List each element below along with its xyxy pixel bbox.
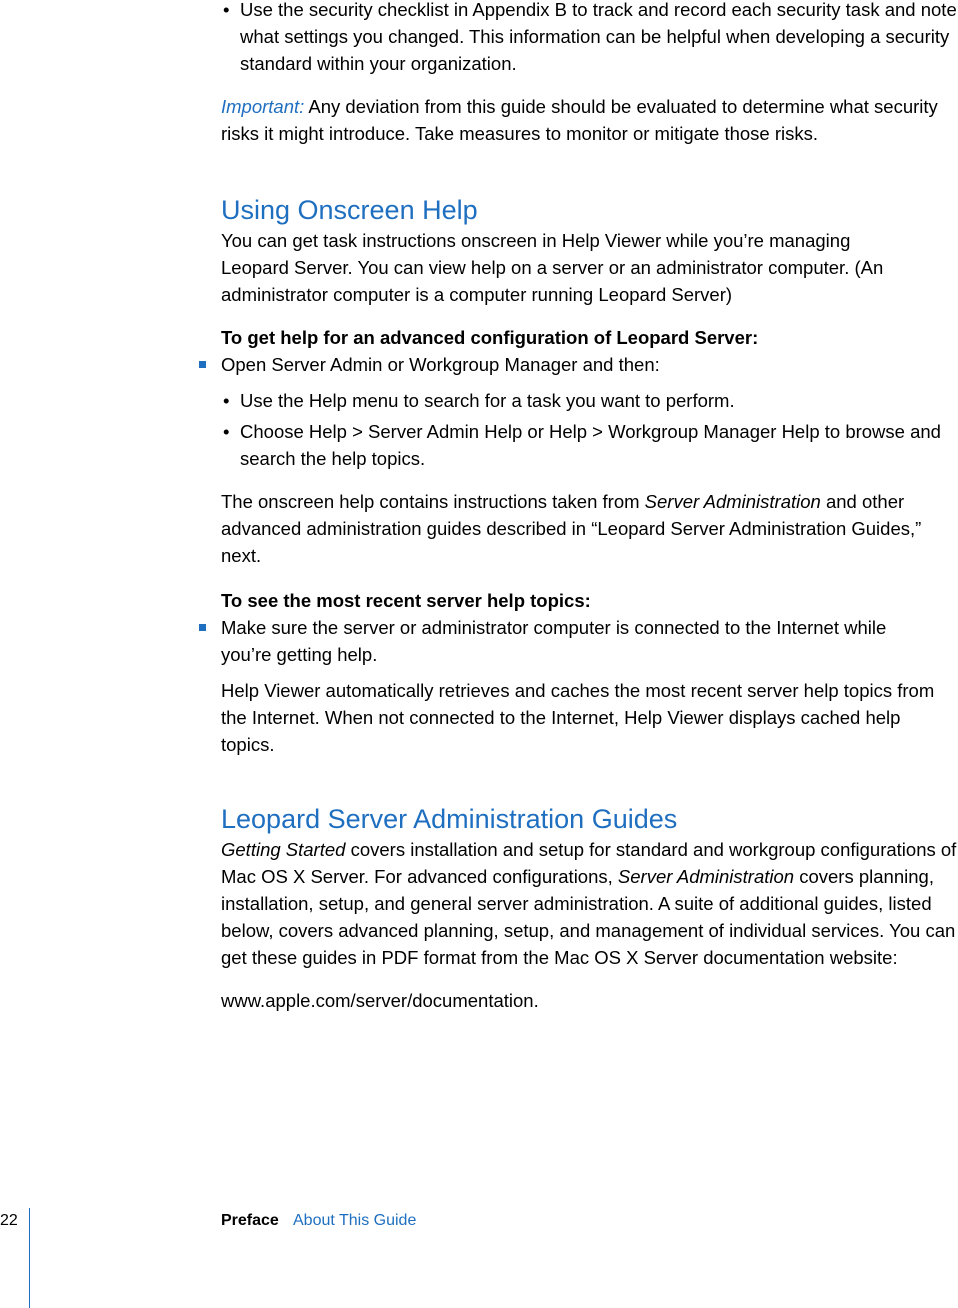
footer-chapter-title: About This Guide bbox=[293, 1212, 417, 1229]
task-heading-recent-topics: To see the most recent server help topics: bbox=[221, 590, 591, 611]
list-item bbox=[221, 418, 950, 472]
square-bullet-icon bbox=[199, 361, 206, 368]
task-step-text: Make sure the server or administrator computer is connected to the Internet while you’re getting help. bbox=[221, 617, 887, 665]
book-title: Server Administration bbox=[617, 866, 795, 887]
footer-section-label: Preface bbox=[221, 1212, 279, 1229]
list-item bbox=[221, 387, 958, 414]
task-heading-advanced-config: To get help for an advanced configuration of Leopard Server: bbox=[221, 327, 759, 348]
book-title: Server Administration bbox=[644, 491, 821, 512]
bullet-icon: • bbox=[223, 390, 230, 411]
page-footer bbox=[0, 1209, 958, 1233]
onscreen-help-intro: You can get task instructions onscreen in Help Viewer while you’re managing Leopard Server. You can view help on a server or an administrator computer. (An administrator computer is a computer running Leopard Server) bbox=[221, 230, 884, 305]
admin-guides-paragraph bbox=[221, 836, 958, 971]
help-viewer-paragraph: Help Viewer automatically retrieves and caches the most recent server help topics from the Internet. When not connected to the Internet, Help Viewer displays cached help topics. bbox=[221, 680, 935, 755]
paragraph-text: The onscreen help contains instructions taken from bbox=[221, 491, 645, 512]
important-note bbox=[221, 93, 941, 147]
bullet-icon: • bbox=[223, 421, 230, 442]
list-item-text: Use the security checklist in Appendix B to track and record each security task and note what settings you changed. This information can be helpful when developing a security standard within your organization. bbox=[240, 0, 957, 74]
square-bullet-icon bbox=[199, 624, 206, 631]
list-item bbox=[221, 0, 958, 77]
documentation-url[interactable]: www.apple.com/server/documentation. bbox=[221, 990, 539, 1011]
bullet-icon: • bbox=[223, 0, 230, 20]
page-number: 22 bbox=[0, 1212, 18, 1229]
important-text: Any deviation from this guide should be evaluated to determine what security risks it might introduce. Take measures to monitor or mitigate those risks. bbox=[221, 96, 938, 144]
important-label: Important: bbox=[221, 96, 305, 117]
task-step-text: Open Server Admin or Workgroup Manager and then: bbox=[221, 354, 660, 375]
section-heading-onscreen-help: Using Onscreen Help bbox=[221, 195, 478, 225]
task-step bbox=[221, 614, 921, 668]
paragraph-text: covers installation and setup for standard and workgroup configurations of Mac OS X Server. For advanced configurations, bbox=[221, 839, 957, 887]
list-item-text: Choose Help > Server Admin Help or Help > Workgroup Manager Help to browse and search the help topics. bbox=[240, 421, 941, 469]
task-step bbox=[221, 351, 951, 378]
onscreen-help-paragraph bbox=[221, 488, 941, 569]
paragraph-text: covers planning, installation, setup, and general server administration. A suite of additional guides, listed below, covers advanced planning, setup, and management of individual services. You can get these guides in PDF format from the Mac OS X Server documentation website: bbox=[221, 866, 956, 968]
book-title: Getting Started bbox=[221, 839, 346, 860]
section-heading-admin-guides: Leopard Server Administration Guides bbox=[221, 804, 678, 834]
paragraph-text: and other advanced administration guides described in “Leopard Server Administration Guides,” next. bbox=[221, 491, 922, 566]
list-item-text: Use the Help menu to search for a task you want to perform. bbox=[240, 390, 735, 411]
